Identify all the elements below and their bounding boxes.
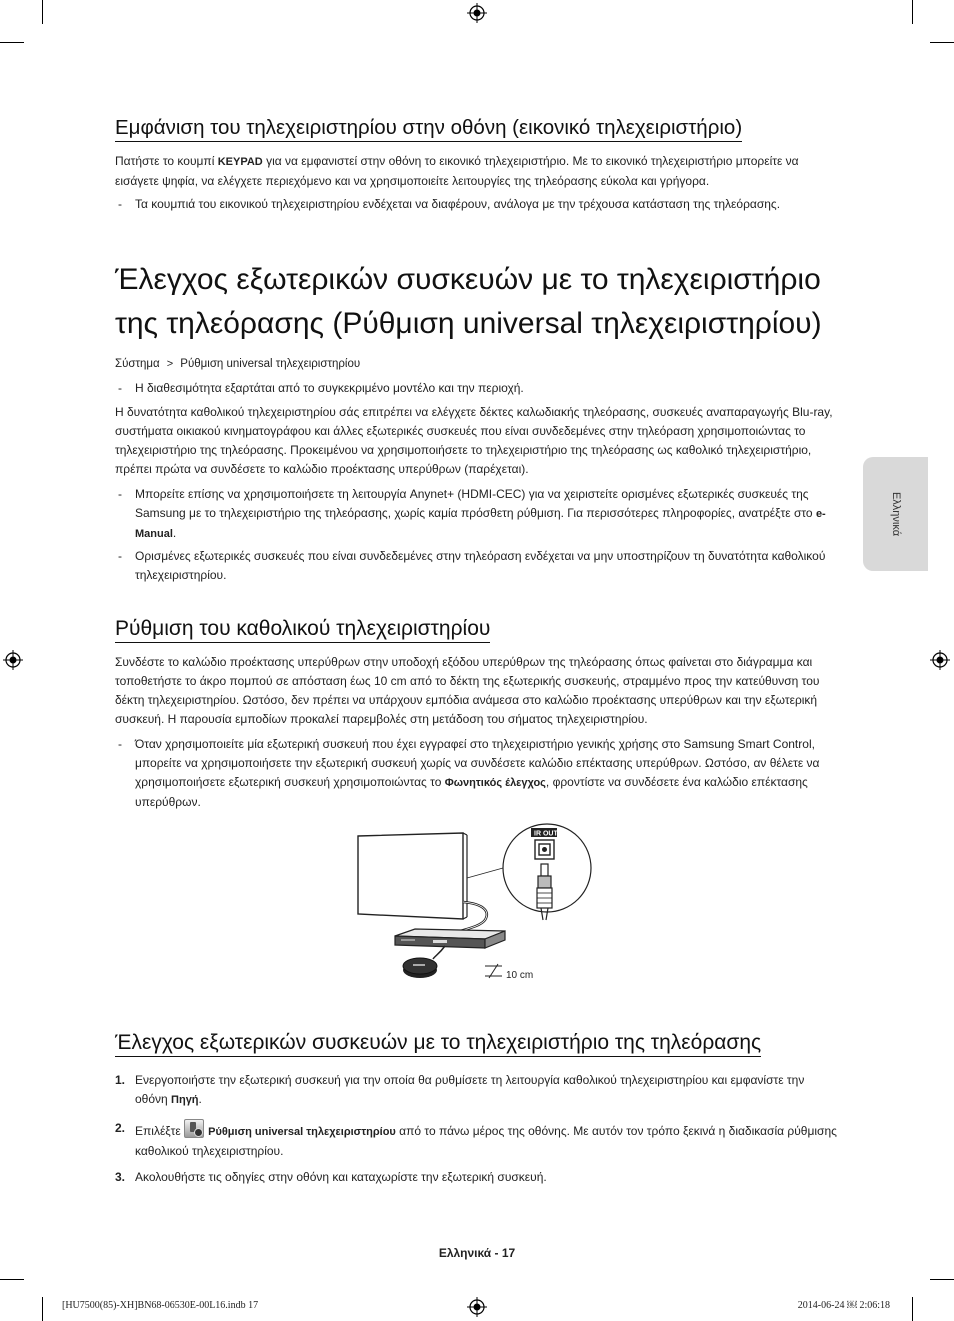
crop-mark bbox=[912, 1297, 913, 1321]
step-text: Ενεργοποιήστε την εξωτερική συσκευή για την οποία θα ρυθμίσετε τη λειτουργία καθολικού τηλεχειριστηρίου και εμφανίστε την οθόνη bbox=[135, 1073, 805, 1106]
ir-extender-diagram bbox=[355, 816, 605, 991]
dash-bullet: - bbox=[118, 737, 122, 751]
universal-remote-setup-keyword: Ρύθμιση universal τηλεχειριστηρίου bbox=[208, 1126, 396, 1138]
note-item bbox=[115, 195, 839, 214]
language-tab-label: Ελληνικά bbox=[889, 491, 902, 537]
note-text: . bbox=[172, 526, 177, 540]
note-item bbox=[115, 379, 839, 398]
registration-mark-icon bbox=[467, 3, 487, 23]
breadcrumb-item-system: Σύστημα bbox=[115, 358, 160, 370]
step-number: 3. bbox=[115, 1170, 126, 1184]
source-keyword: Πηγή bbox=[171, 1094, 199, 1106]
note-text: Όταν χρησιμοποιείτε μία εξωτερική συσκευή που έχει εγγραφεί στο τηλεχειριστήριο γενικής χρήσης στο Samsung Smart Control, μπορείτε να χρησιμοποιήσετε την εξωτερική συσκευή χωρίς να συνδέσετε καλώδιο επέκτασης υπερύθρων. Ωστόσο, αν θέλετε να χρησιμοποιήσετε εξωτερική συσκευή χρησιμοποιώντας το bbox=[135, 737, 820, 789]
print-slug-right: 2014-06-24 ￼ 2:06:18 bbox=[797, 1300, 890, 1311]
page-title: Έλεγχος εξωτερικών συσκευών με το τηλεχειριστήριο της τηλεόρασης (Ρύθμιση universal τηλεχειριστηρίου) bbox=[115, 263, 822, 340]
breadcrumb-item-universal-remote: Ρύθμιση universal τηλεχειριστηρίου bbox=[180, 358, 361, 370]
voice-control-keyword: Φωνητικός έλεγχος bbox=[444, 777, 546, 789]
step-item bbox=[115, 1119, 839, 1161]
note-text: Μπορείτε επίσης να χρησιμοποιήσετε τη λειτουργία Anynet+ (HDMI-CEC) για να χειριστείτε ορισμένες εξωτερικές συσκευές της Samsung με το τηλεχειριστήριο της τηλεόρασης, χωρίς καμία πρόσθετη ρύθμιση. Για περισσότερες πληροφορίες, ανατρέξτε στο bbox=[135, 487, 816, 520]
crop-mark bbox=[42, 1297, 43, 1321]
step-item bbox=[115, 1168, 839, 1187]
registration-mark-icon bbox=[3, 650, 23, 670]
step-text: . bbox=[198, 1092, 202, 1106]
crop-mark bbox=[912, 0, 913, 24]
distance-label: 10 cm bbox=[506, 970, 534, 981]
crop-mark bbox=[930, 1279, 954, 1280]
breadcrumb bbox=[115, 355, 360, 373]
dash-bullet: - bbox=[118, 381, 122, 395]
language-side-tab bbox=[863, 457, 928, 571]
universal-remote-paragraph: Η δυνατότητα καθολικού τηλεχειριστηρίου σάς επιτρέπει να ελέγχετε δέκτες καλωδιακής τηλεόρασης, συσκευές αναπαραγωγής Blu-ray, συστήματα οικιακού κινηματογράφου και άλλες εξωτερικές συσκευές που είναι συνδεδεμένες στην τηλεόραση χρησιμοποιώντας το τηλεχειριστήριο της τηλεόρασης. Προκειμένου να χρησιμοποιήσετε το τηλεχειριστήριο της τηλεόρασης ως καθολικό τηλεχειριστήριο, πρέπει πρώτα να συνδέσετε το καλώδιο προέκτασης υπερύθρων (παρέχεται). bbox=[115, 405, 833, 476]
setup-paragraph: Συνδέστε το καλώδιο προέκτασης υπερύθρων στην υποδοχή εξόδου υπερύθρων της τηλεόρασης όπως φαίνεται στο διάγραμμα και τοποθετήστε το άκρο πομπού σε απόσταση έως 10 cm από το δέκτη της εξωτερικής συσκευής, στραμμένο προς την κατεύθυνση του δέκτη τηλεχειριστηρίου. Ωστόσο, δεν πρέπει να υπάρχουν εμπόδια ανάμεσα στο καλώδιο προέκτασης υπερύθρων και την εξωτερική συσκευή. Η παρουσία εμποδίων προκαλεί παρεμβολές στη μετάδοση του σήματος τηλεχειριστηρίου. bbox=[115, 655, 820, 726]
section-heading-setup: Ρύθμιση του καθολικού τηλεχειριστηρίου bbox=[115, 617, 490, 643]
text-span: για να εμφανιστεί στην οθόνη το εικονικό τηλεχειριστήριο. Με το εικονικό τηλεχειριστήριο μπορείτε να εισάγετε ψηφία, να ελέγχετε περιεχόμενο και να χρησιμοποιείτε λειτουργίες της τηλεόρασης εύκολα και γρήγορα. bbox=[115, 154, 799, 188]
note-text: Ορισμένες εξωτερικές συσκευές που είναι συνδεδεμένες στην τηλεόραση ενδέχεται να μην υποστηρίζουν τη δυνατότητα καθολικού τηλεχειριστηρίου. bbox=[135, 549, 826, 582]
universal-remote-setup-icon bbox=[184, 1119, 204, 1138]
tv-illustration bbox=[358, 833, 463, 919]
text-span: Πατήστε το κουμπί bbox=[115, 154, 218, 168]
crop-mark bbox=[930, 42, 954, 43]
note-item bbox=[115, 735, 839, 812]
step-number: 1. bbox=[115, 1073, 126, 1087]
dash-bullet: - bbox=[118, 197, 122, 211]
ir-out-label: IR OUT bbox=[534, 830, 558, 838]
step-number: 2. bbox=[115, 1121, 126, 1135]
note-text: Τα κουμπιά του εικονικού τηλεχειριστηρίου ενδέχεται να διαφέρουν, ανάλογα με την τρέχουσα κατάσταση της τηλεόρασης. bbox=[135, 197, 781, 211]
step-item bbox=[115, 1071, 839, 1110]
section-heading-virtual-remote: Εμφάνιση του τηλεχειριστηρίου στην οθόνη (εικονικό τηλεχειριστήριο) bbox=[115, 116, 742, 142]
step-text: από το πάνω μέρος της οθόνης. Με αυτόν τον τρόπο ξεκινά η διαδικασία ρύθμισης καθολικού τηλεχειριστηρίου. bbox=[135, 1124, 837, 1158]
registration-mark-icon bbox=[467, 1297, 487, 1317]
note-item bbox=[115, 485, 839, 544]
breadcrumb-separator: > bbox=[166, 358, 174, 370]
step-text: Επιλέξτε bbox=[135, 1124, 185, 1138]
section-heading-control: Έλεγχος εξωτερικών συσκευών με το τηλεχειριστήριο της τηλεόρασης bbox=[115, 1031, 761, 1057]
note-item bbox=[115, 547, 839, 585]
page-number: Ελληνικά - 17 bbox=[438, 1246, 516, 1260]
print-slug-left: [HU7500(85)-XH]BN68-06530E-00L16.indb 17 bbox=[62, 1300, 259, 1311]
virtual-remote-paragraph bbox=[115, 152, 839, 191]
crop-mark bbox=[0, 1279, 24, 1280]
note-text: , φροντίστε να συνδέσετε ένα καλώδιο επέκτασης υπερύθρων. bbox=[135, 775, 808, 809]
note-text: Η διαθεσιμότητα εξαρτάται από το συγκεκριμένο μοντέλο και την περιοχή. bbox=[135, 381, 524, 395]
step-text: Ακολουθήστε τις οδηγίες στην οθόνη και καταχωρίστε την εξωτερική συσκευή. bbox=[135, 1170, 547, 1184]
crop-mark bbox=[0, 42, 24, 43]
dash-bullet: - bbox=[118, 549, 122, 563]
ir-plug bbox=[541, 864, 548, 876]
crop-mark bbox=[42, 0, 43, 24]
emanual-keyword: e-Manual bbox=[135, 508, 826, 540]
dash-bullet: - bbox=[118, 487, 122, 501]
registration-mark-icon bbox=[930, 650, 950, 670]
keypad-keyword: KEYPAD bbox=[217, 156, 263, 168]
